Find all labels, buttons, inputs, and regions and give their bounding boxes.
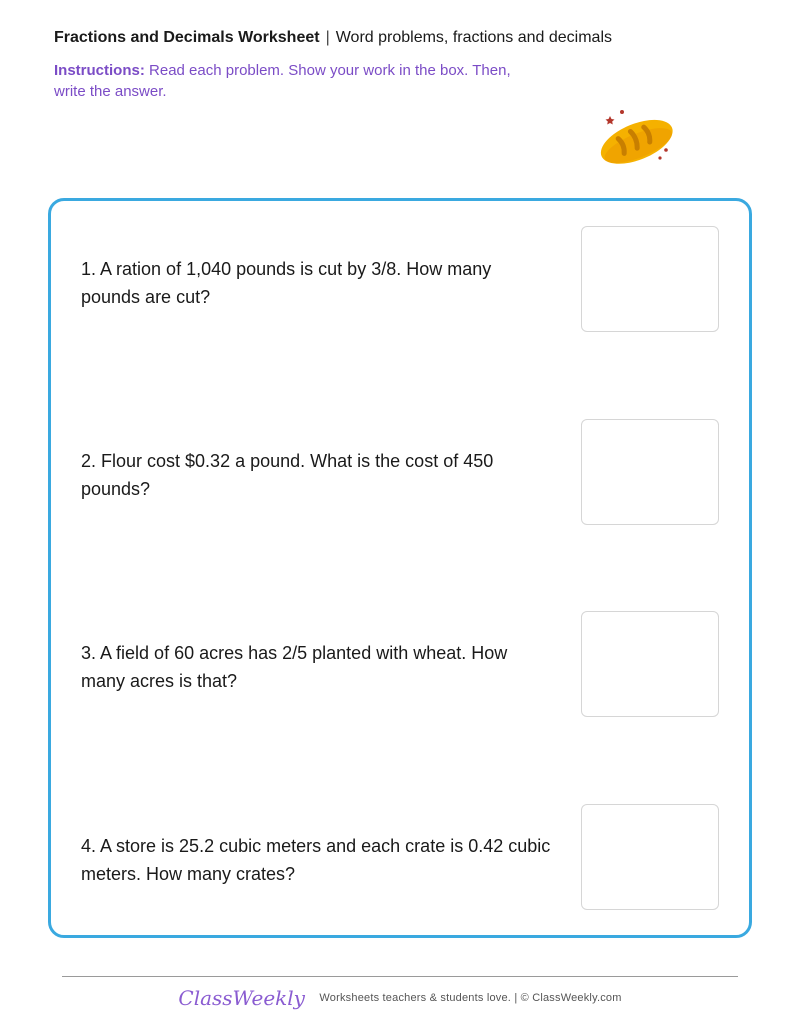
problem-1-text: 1. A ration of 1,040 pounds is cut by 3/8. How many pounds are cut? [81, 259, 492, 307]
worksheet-subtitle: Word problems, fractions and decimals [335, 29, 612, 46]
problem-4-text: 4. A store is 25.2 cubic meters and each crate is 0.42 cubic meters. How many crates? [81, 836, 551, 884]
instructions [54, 60, 534, 102]
bread-icon [592, 106, 678, 170]
footer-divider [62, 976, 738, 977]
answer-box-4[interactable] [581, 804, 719, 910]
brand-logo: ClassWeekly [178, 986, 305, 1010]
header-separator: | [325, 29, 330, 46]
problem-2-text: 2. Flour cost $0.32 a pound. What is the cost of 450 pounds? [81, 451, 494, 499]
footer [0, 986, 800, 1010]
worksheet-header [54, 28, 754, 48]
instructions-text: Read each problem. Show your work in the box. Then, write the answer. [54, 62, 511, 100]
worksheet-title: Fractions and Decimals Worksheet [54, 29, 320, 46]
answer-box-2[interactable] [581, 419, 719, 525]
answer-box-1[interactable] [581, 226, 719, 332]
instructions-lead: Instructions: [54, 62, 145, 79]
footer-tagline: Worksheets teachers & students love. | © ClassWeekly.com [319, 992, 622, 1004]
answer-box-3[interactable] [581, 611, 719, 717]
problems-panel [48, 198, 752, 938]
problem-3-text: 3. A field of 60 acres has 2/5 planted with wheat. How many acres is that? [81, 643, 508, 691]
